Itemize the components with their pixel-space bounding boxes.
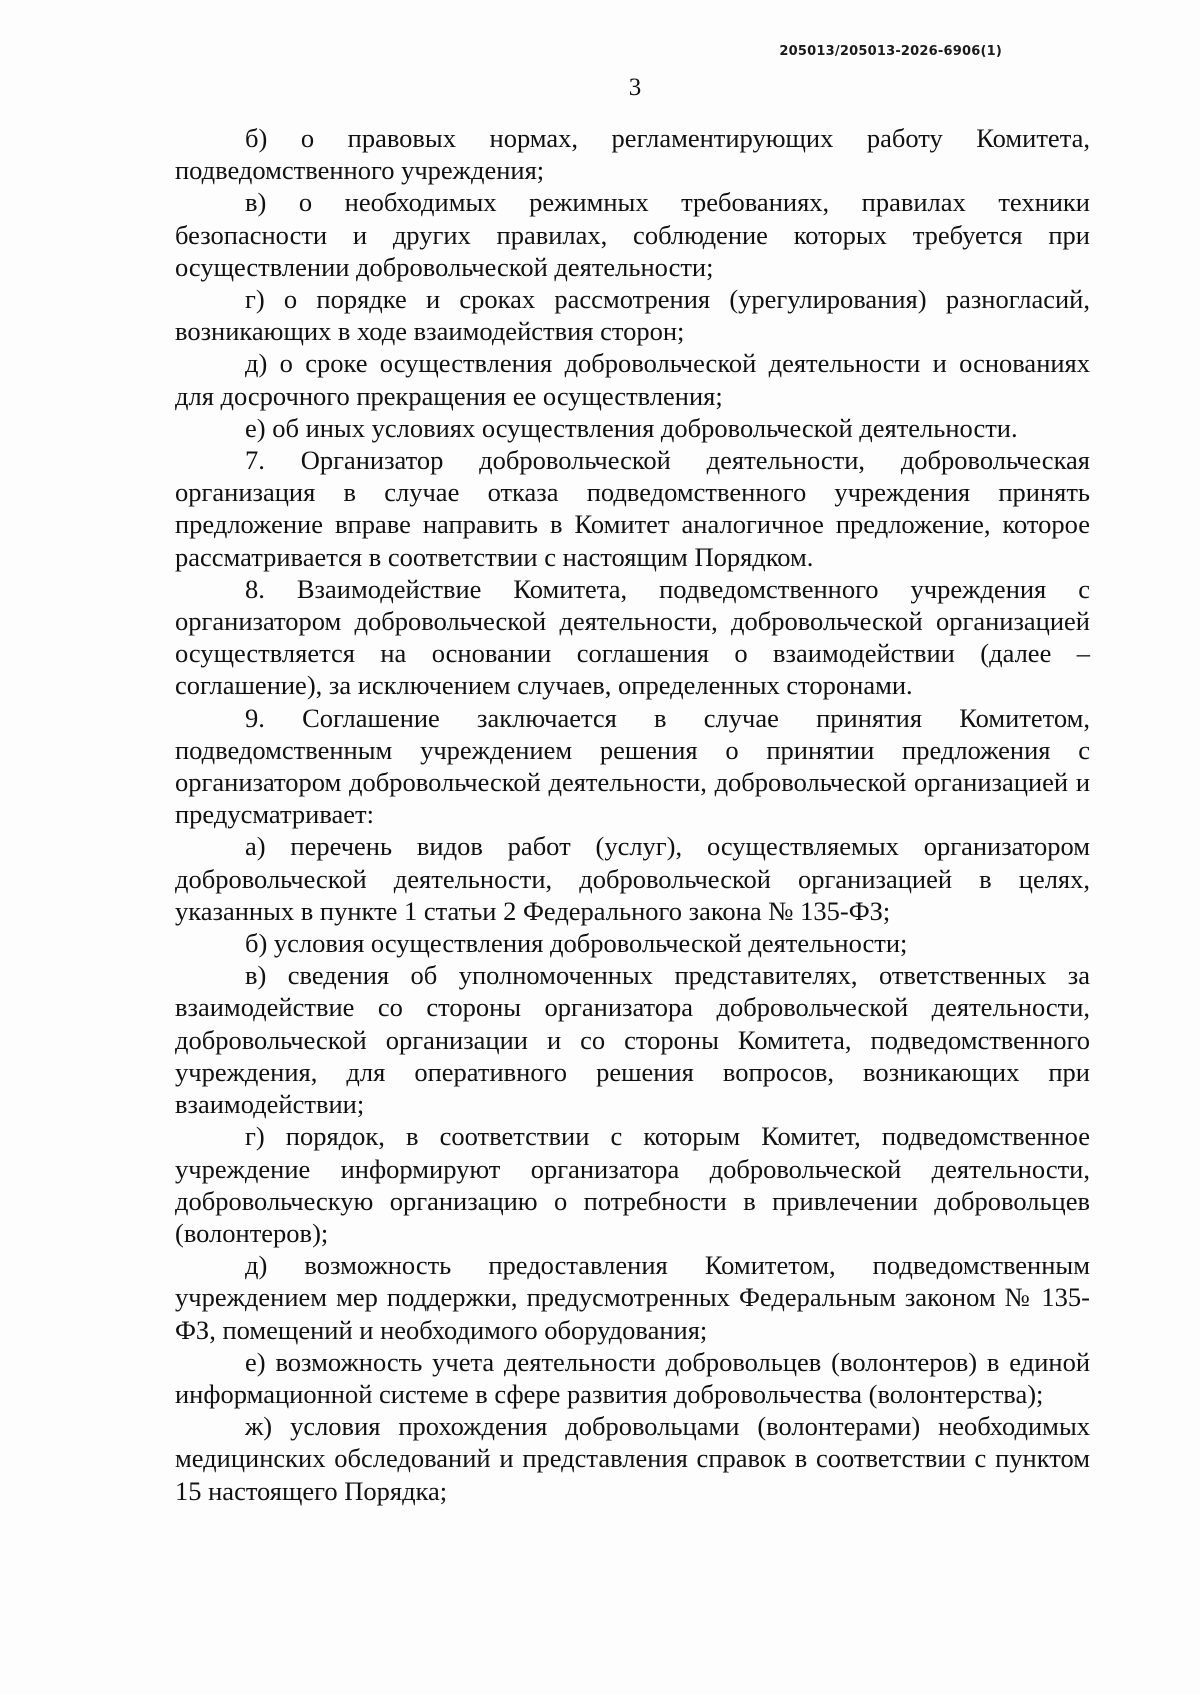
paragraph-clause-9-item-zh: ж) условия прохождения добровольцами (волонтерами) необходимых медицинских обследований и представления справок в соответствии с пунктом 15 настоящего Порядка;: [175, 1411, 1090, 1506]
paragraph-item-g-disputes: г) о порядке и сроках рассмотрения (урегулирования) разногласий, возникающих в ходе взаимодействия сторон;: [175, 284, 1090, 347]
paragraph-clause-7: 7. Организатор добровольческой деятельности, добровольческая организация в случае отказа подведомственного учреждения принять предложение вправе направить в Комитет аналогичное предложение, которое рассматривается в соответствии с настоящим Порядком.: [175, 445, 1090, 572]
page-number: 3: [628, 74, 642, 101]
paragraph-item-v-safety-rules: в) о необходимых режимных требованиях, правилах техники безопасности и других правилах, соблюдение которых требуется при осуществлении добровольческой деятельности;: [175, 187, 1090, 282]
paragraph-clause-9-item-b: б) условия осуществления добровольческой деятельности;: [245, 928, 908, 959]
document-body: [175, 122, 1090, 1507]
paragraph-clause-9-item-g: г) порядок, в соответствии с которым Комитет, подведомственное учреждение информируют организатора добровольческой деятельности, добровольческую организацию о потребности в привлечении добровольцев (волонтеров);: [175, 1121, 1090, 1248]
paragraph-clause-8: 8. Взаимодействие Комитета, подведомственного учреждения с организатором добровольческой деятельности, добровольческой организацией осуществляется на основании соглашения о взаимодействии (далее – соглашение), за исключением случаев, определенных сторонами.: [175, 573, 1090, 701]
paragraph-clause-9-item-e: е) возможность учета деятельности добровольцев (волонтеров) в единой информационной системе в сфере развития добровольчества (волонтерства);: [175, 1346, 1090, 1409]
paragraph-clause-9-item-d: д) возможность предоставления Комитетом, подведомственным учреждением мер поддержки, предусмотренных Федеральным законом № 135-ФЗ, помещений и необходимого оборудования;: [175, 1250, 1090, 1345]
paragraph-clause-9-item-v: в) сведения об уполномоченных представителях, ответственных за взаимодействие со стороны организатора добровольческой деятельности, добровольческой организации и со стороны Комитета, подведомственного учреждения, для оперативного решения вопросов, возникающих при взаимодействии;: [175, 960, 1090, 1120]
paragraph-item-d-term: д) о сроке осуществления добровольческой деятельности и основаниях для досрочного прекращения ее осуществления;: [175, 348, 1090, 411]
paragraph-clause-9-item-a: а) перечень видов работ (услуг), осуществляемых организатором добровольческой деятельности, добровольческой организацией в целях, указанных в пункте 1 статьи 2 Федерального закона № 135-ФЗ;: [175, 831, 1090, 926]
paragraph-item-b-legal-norms: б) о правовых нормах, регламентирующих работу Комитета, подведомственного учреждения;: [175, 123, 1090, 186]
paragraph-item-e-other-conditions: е) об иных условиях осуществления добровольческой деятельности.: [245, 412, 1018, 443]
paragraph-clause-9: 9. Соглашение заключается в случае принятия Комитетом, подведомственным учреждением решения о принятии предложения с организатором добровольческой деятельности, добровольческой организацией и предусматривает:: [175, 702, 1090, 830]
document-id: 205013/205013-2026-6906(1): [779, 44, 1002, 59]
